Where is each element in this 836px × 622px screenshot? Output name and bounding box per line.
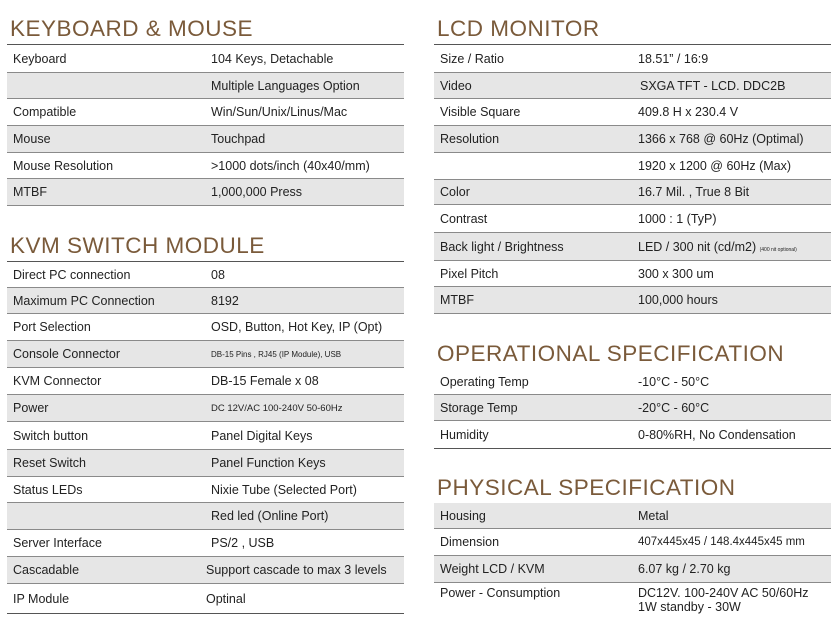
- spec-row: [7, 153, 404, 179]
- spec-key: Port Selection: [13, 320, 91, 334]
- spec-row: [434, 583, 831, 617]
- spec-row: [434, 153, 831, 180]
- spec-key: Maximum PC Connection: [13, 293, 155, 308]
- spec-value: PS/2 , USB: [211, 536, 275, 550]
- spec-row: [434, 287, 831, 314]
- spec-key: Housing: [440, 508, 486, 523]
- spec-key: Console Connector: [13, 347, 121, 361]
- spec-value: 18.51” / 16:9: [638, 51, 709, 66]
- spec-value: 1920 x 1200 @ 60Hz (Max): [638, 159, 792, 173]
- spec-value: DB-15 Female x 08: [211, 374, 319, 388]
- spec-row: [7, 368, 404, 395]
- spec-key: Back light / Brightness: [440, 239, 564, 254]
- spec-key: Pixel Pitch: [440, 266, 499, 281]
- spec-value: Multiple Languages Option: [211, 78, 360, 93]
- spec-value: -20°C - 60°C: [638, 400, 710, 415]
- spec-value: [638, 586, 831, 614]
- spec-key: Cascadable: [13, 563, 80, 577]
- spec-row: [434, 421, 831, 449]
- section-title: PHYSICAL SPECIFICATION: [437, 475, 736, 500]
- spec-value: Touchpad: [211, 132, 266, 146]
- operational-section: [434, 339, 831, 449]
- spec-row: [7, 395, 404, 422]
- spec-key: Operating Temp: [440, 374, 529, 389]
- spec-row: [434, 180, 831, 205]
- spec-value: Red led (Online Port): [211, 509, 329, 523]
- kvm-switch-section: [7, 231, 404, 614]
- spec-value: 1,000,000 Press: [211, 185, 303, 199]
- spec-row: [7, 503, 404, 530]
- spec-row: [434, 395, 831, 421]
- spec-row: [434, 556, 831, 583]
- spec-value: Support cascade to max 3 levels: [206, 563, 387, 577]
- spec-key: Contrast: [440, 211, 488, 226]
- spec-value: SXGA TFT - LCD. DDC2B: [640, 78, 786, 93]
- spec-key: Server Interface: [13, 536, 102, 550]
- spec-row: [434, 73, 831, 99]
- spec-key: KVM Connector: [13, 374, 102, 388]
- spec-value: 409.8 H x 230.4 V: [638, 105, 739, 119]
- spec-key: MTBF: [13, 185, 48, 199]
- spec-row: [434, 205, 831, 233]
- power-line-1: DC12V. 100-240V AC 50/60Hz: [638, 586, 809, 600]
- spec-key: Status LEDs: [13, 482, 83, 497]
- spec-value: DB-15 Pins , RJ45 (IP Module), USB: [211, 349, 342, 359]
- spec-key: Reset Switch: [13, 456, 86, 470]
- spec-key: Power: [13, 401, 49, 415]
- spec-key: Switch button: [13, 428, 89, 443]
- spec-row: [7, 557, 404, 584]
- spec-key: Visible Square: [440, 105, 521, 119]
- spec-key: Compatible: [13, 105, 77, 119]
- spec-row: [7, 45, 404, 73]
- spec-value: OSD, Button, Hot Key, IP (Opt): [211, 320, 383, 334]
- spec-value: Metal: [638, 508, 669, 523]
- spec-row: [434, 99, 831, 126]
- brightness-value: LED / 300 nit (cd/m2): [638, 239, 757, 254]
- lcd-monitor-section: [434, 14, 831, 314]
- spec-row: [7, 341, 404, 368]
- spec-value: 407x445x45 / 148.4x445x45 mm: [638, 536, 805, 548]
- spec-value: >1000 dots/inch (40x40/mm): [211, 158, 370, 173]
- spec-row: [7, 99, 404, 126]
- section-title: LCD MONITOR: [434, 14, 831, 45]
- spec-value: Panel Digital Keys: [211, 428, 313, 443]
- spec-value: Win/Sun/Unix/Linus/Mac: [211, 105, 348, 119]
- spec-value: 16.7 Mil. , True 8 Bit: [638, 185, 750, 199]
- section-title: OPERATIONAL SPECIFICATION: [437, 341, 785, 366]
- spec-value: [638, 240, 831, 254]
- spec-row: [7, 450, 404, 477]
- spec-value: -10°C - 50°C: [638, 374, 710, 389]
- spec-value: 100,000 hours: [638, 293, 718, 307]
- spec-row: [7, 584, 404, 614]
- spec-key: IP Module: [13, 591, 70, 606]
- keyboard-mouse-section: [7, 14, 404, 206]
- spec-key: Humidity: [440, 427, 489, 442]
- spec-key: Power - Consumption: [440, 586, 561, 600]
- spec-row: [7, 73, 404, 99]
- spec-key: MTBF: [440, 293, 475, 307]
- spec-value: 08: [211, 267, 225, 282]
- spec-row: [7, 530, 404, 557]
- brightness-note: (400 nit optional): [759, 246, 797, 253]
- spec-value: Optinal: [206, 591, 246, 606]
- spec-value: DC 12V/AC 100-240V 50-60Hz: [211, 402, 343, 414]
- spec-key: Keyboard: [13, 51, 67, 66]
- spec-key: Dimension: [440, 535, 500, 549]
- physical-section: [434, 473, 831, 617]
- spec-key: Mouse Resolution: [13, 158, 114, 173]
- spec-row: [7, 126, 404, 153]
- spec-row: [7, 477, 404, 503]
- spec-row: [434, 503, 831, 529]
- spec-row: [434, 45, 831, 73]
- spec-value: 104 Keys, Detachable: [211, 51, 334, 66]
- spec-value: 0-80%RH, No Condensation: [638, 427, 796, 442]
- section-title: KVM SWITCH MODULE: [7, 231, 404, 262]
- spec-row: [7, 314, 404, 341]
- spec-row: [7, 262, 404, 288]
- spec-key: Mouse: [13, 132, 51, 146]
- spec-key: Color: [440, 185, 470, 199]
- spec-value: 1366 x 768 @ 60Hz (Optimal): [638, 132, 804, 146]
- spec-key: Direct PC connection: [13, 267, 131, 282]
- spec-value: 300 x 300 um: [638, 266, 714, 281]
- spec-row: [434, 369, 831, 395]
- spec-row: [434, 261, 831, 287]
- spec-row: [7, 422, 404, 450]
- section-title: KEYBOARD & MOUSE: [7, 14, 404, 45]
- spec-key: Size / Ratio: [440, 51, 504, 66]
- spec-key: Storage Temp: [440, 400, 518, 415]
- spec-key: Weight LCD / KVM: [440, 562, 545, 576]
- spec-row: [7, 179, 404, 206]
- spec-key: Video: [440, 78, 472, 93]
- spec-row: [434, 126, 831, 153]
- spec-row: [434, 529, 831, 556]
- power-line-2: 1W standby - 30W: [638, 600, 741, 614]
- spec-value: Nixie Tube (Selected Port): [211, 482, 357, 497]
- spec-value: 8192: [211, 293, 239, 308]
- spec-value: Panel Function Keys: [211, 456, 326, 470]
- spec-key: Resolution: [440, 132, 500, 146]
- spec-value: 6.07 kg / 2.70 kg: [638, 562, 731, 576]
- spec-row: [434, 233, 831, 261]
- spec-value: 1000 : 1 (TyP): [638, 211, 717, 226]
- spec-row: [7, 288, 404, 314]
